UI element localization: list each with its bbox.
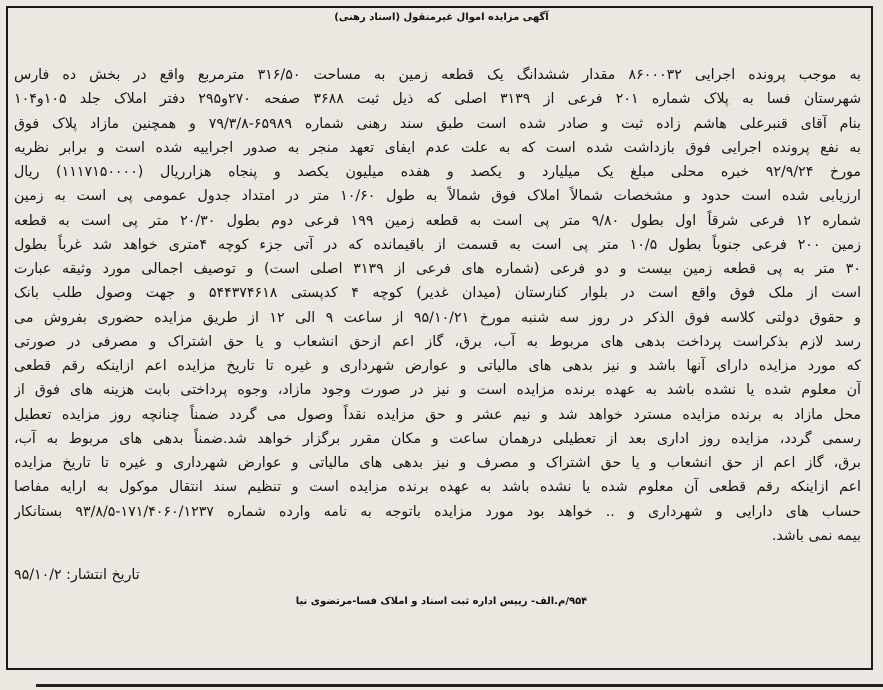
body-line: که مورد مزایده دارای آنها باشد و نیز بدهی های مالیاتی و عوارض شهرداری و غیره تا تاریخ مزایده اعم ازاینکه رقم قطعی [14, 358, 861, 374]
body-line: بنام آقای قنبرعلی هاشم زاده ثبت و صادر شده است طبق سند رهنی شماره ۶۵۹۸۹-۷۹/۳/۸ و همچنین مازاد پلاک فوق [14, 115, 861, 132]
body-line: محل مازاد به برنده مزایده مسترد خواهد شد و نیم عشر و حق مزایده نقداً وصول می گردد ضمناً چنانچه روز مزایده تعطیل [14, 406, 861, 423]
notice-signature: ۹۵۴/م.الف- رییس اداره ثبت اسناد و املاک فسا-مرتضوی نیا [295, 596, 588, 607]
body-line: رسمی گردد، مزایده روز اداری بعد از تعطیلی درهمان ساعت و مکان مقرر برگزار خواهد شد.ضمناً بدهی های مربوط به آب، [14, 430, 861, 447]
body-line: به نفع پرونده اجرایی فوق بازداشت شده است که به علت عدم ایفای تعهد منجر به صدور اجراییه شده است و برابر نظریه [14, 139, 861, 156]
body-line: ارزیابی شده است حدود و مشخصات شمالاً املاک فوق شمالاً به طول ۱۰/۶۰ متر در امتداد جدول عمومی پی است به زمین [14, 188, 861, 205]
notice-body [14, 63, 861, 548]
next-notice-border [36, 684, 883, 687]
body-line: شهرستان فسا به پلاک شماره ۲۰۱ فرعی از ۳۱۳۹ اصلی که ذیل ثبت ۳۶۸۸ صفحه ۲۷۰و۲۹۵ دفتر املاک جلد ۱۰۵و۱۰۴ [14, 91, 861, 108]
body-line: آن معلوم شده یا نشده باشد به عهده برنده مزایده است و نیز در صورت وجود مازاد، وجوه پرداختی بابت هزینه های فوق از [14, 382, 861, 399]
body-line: و حقوق دولتی کلاسه فوق الذکر در روز سه شنبه مورخ ۹۵/۱۰/۲۱ از ساعت ۹ الی ۱۲ از طریق مزایده حضوری بفروش می [14, 309, 861, 326]
body-line: به موجب پرونده اجرایی ۸۶۰۰۰۳۲ مقدار ششدانگ یک قطعه زمین به مساحت ۳۱۶/۵۰ مترمربع واقع در بخش ده فارس [14, 67, 861, 83]
body-line: برق، گاز اعم از حق انشعاب و یا حق اشتراک و مصرف و نیز بدهی های مالیاتی و عوارض شهرداری و غیره تا تاریخ مزایده [14, 455, 861, 471]
body-line: رسد لازم بذکراست پرداخت بدهی های مربوط به آب، برق، گاز اعم ازحق انشعاب و یا حق اشتراک و مصرفی در صورتی [14, 333, 861, 350]
body-line: زمین ۲۰۰ فرعی جنوباً بطول ۱۰/۵ متر پی است به قسمت از باقیمانده که در آتی جزء کوچه ۴متری خواهد شد غرباً بطول [14, 236, 861, 253]
body-line: اعم ازاینکه رقم قطعی آن معلوم شده یا نشده باشد به عهده برنده مزایده است و تنظیم سند انتقال موکول به ارایه مفاصا [14, 479, 861, 496]
notice-title: آگهی مزایده اموال غیرمنقول (اسناد رهنی) [334, 12, 549, 23]
body-line: حساب های دارایی و شهرداری و .. خواهد بود مورد مزایده باتوجه به نامه وارده شماره ۱۷۱/۴۰۶۰/۱۲۳۷-۹۳/۸/۵ بستانکار [14, 503, 861, 520]
body-line: شماره ۱۲ فرعی شرقاً اول بطول ۹/۸۰ متر پی است به قطعه زمین ۱۹۹ فرعی دوم بطول ۲۰/۳۰ متر پی است به قطعه [14, 212, 861, 229]
body-line: مورخ ۹۲/۹/۲۴ خبره محلی مبلغ یک میلیارد و یکصد و هفده میلیون یکصد و پنجاه هزارریال (۱۱۱۷۱۵۰۰۰۰) ریال [14, 164, 861, 180]
body-line: ۳۰ متر به پی قطعه زمین بیست و دو فرعی (شماره های فرعی از ۳۱۳۹ اصلی است) و توصیف اجمالی مورد وثیقه عبارت [14, 261, 861, 277]
publish-date: تاریخ انتشار: ۹۵/۱۰/۲ [14, 567, 140, 583]
body-line: است از ملک فوق واقع است در بلوار کنارستان (میدان غدیر) کوچه ۴ کدپستی ۵۴۴۳۷۴۶۱۸ و جهت وصول طلب بانک [14, 285, 861, 302]
body-line: بیمه نمی باشد. [771, 527, 861, 544]
